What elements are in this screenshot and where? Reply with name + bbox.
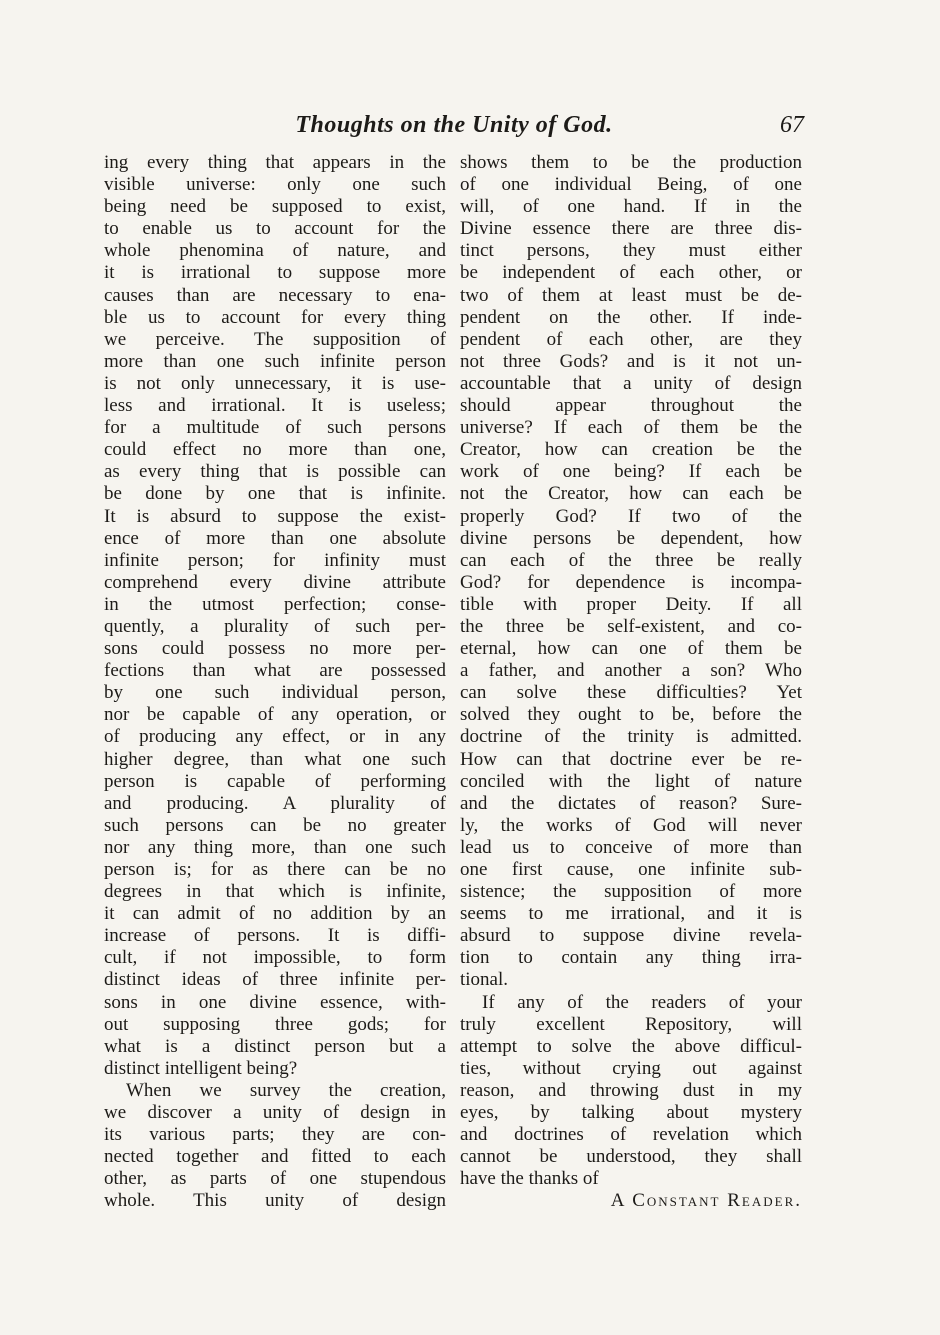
text-line: as every thing that is possible can — [104, 461, 446, 483]
left-column — [104, 152, 446, 1213]
text-line: less and irrational. It is useless; — [104, 395, 446, 417]
text-line: ing every thing that appears in the — [104, 152, 446, 173]
text-line: ence of more than one absolute — [104, 527, 446, 549]
text-line: a father, and another a son? Who — [460, 660, 802, 682]
text-line: be done by one that is infinite. — [104, 483, 446, 505]
text-line: have the thanks of — [460, 1168, 599, 1190]
text-line: accountable that a unity of design — [460, 372, 802, 394]
text-line: sons could possess no more per- — [104, 638, 446, 660]
text-line: not the Creator, how can each be — [460, 483, 802, 505]
text-line: person is capable of performing — [104, 770, 446, 792]
text-line: doctrine of the trinity is admitted. — [460, 726, 802, 748]
text-line: its various parts; they are con- — [104, 1124, 446, 1146]
text-line: work of one being? If each be — [460, 461, 802, 483]
text-line: lead us to conceive of more than — [460, 836, 802, 858]
text-line: by one such individual person, — [104, 682, 446, 704]
text-line: ble us to account for every thing — [104, 306, 446, 328]
page-number: 67 — [780, 112, 804, 138]
text-line: to enable us to account for the — [104, 218, 446, 240]
text-line: we discover a unity of design in — [104, 1102, 446, 1124]
text-line: the three be self-existent, and co- — [460, 615, 802, 637]
text-line: truly excellent Repository, will — [460, 1013, 802, 1035]
text-line: conciled with the light of nature — [460, 770, 802, 792]
text-line: nected together and fitted to each — [104, 1146, 446, 1168]
text-line: divine persons be dependent, how — [460, 527, 802, 549]
text-line: ly, the works of God will never — [460, 814, 802, 836]
text-line: tional. — [460, 969, 509, 991]
text-line: sistence; the supposition of more — [460, 881, 802, 903]
text-line: person is; for as there can be no — [104, 859, 446, 880]
text-line: solved they ought to be, before the — [460, 704, 802, 726]
text-line: and producing. A plurality of — [104, 792, 446, 814]
text-line: could effect no more than one, — [104, 439, 446, 461]
text-line: of producing any effect, or in any — [104, 726, 446, 748]
text-line: shows them to be the production — [460, 152, 802, 173]
text-line: of one individual Being, of one — [460, 174, 802, 196]
text-line: How can that doctrine ever be re- — [460, 748, 802, 770]
text-line: quently, a plurality of such per- — [104, 615, 446, 637]
running-head — [104, 112, 804, 146]
text-line: can solve these difficulties? Yet — [460, 682, 802, 704]
text-line: should appear throughout the — [460, 395, 802, 417]
text-line: tinct persons, they must either — [460, 240, 802, 262]
text-line: reason, and throwing dust in my — [460, 1079, 802, 1101]
text-line: ties, without crying out against — [460, 1057, 802, 1079]
text-line: can each of the three be really — [460, 549, 802, 571]
text-line: attempt to solve the above difficul- — [460, 1035, 802, 1057]
running-title: Thoughts on the Unity of God. — [295, 112, 613, 138]
text-line: pendent of each other, are they — [460, 328, 802, 350]
text-line: pendent on the other. If inde- — [460, 306, 802, 328]
text-line: it can admit of no addition by an — [104, 903, 446, 925]
text-line: If any of the readers of your — [482, 991, 802, 1013]
text-line: being need be supposed to exist, — [104, 196, 446, 218]
text-line: degrees in that which is infinite, — [104, 881, 446, 903]
text-line: in the utmost perfection; conse- — [104, 593, 446, 615]
text-line: distinct ideas of three infinite per- — [104, 969, 446, 991]
text-line: two of them at least must be de- — [460, 284, 802, 306]
text-line: will, of one hand. If in the — [460, 196, 802, 218]
text-line: Creator, how can creation be the — [460, 439, 802, 461]
text-line: and doctrines of revelation which — [460, 1124, 802, 1146]
text-line: absurd to suppose divine revela- — [460, 925, 802, 947]
text-line: seems to me irrational, and it is — [460, 903, 802, 925]
text-line: nor any thing more, than one such — [104, 836, 446, 858]
text-line: tible with proper Deity. If all — [460, 593, 802, 615]
text-line: is not only unnecessary, it is use- — [104, 372, 446, 394]
text-line: tion to contain any thing irra- — [460, 947, 802, 969]
text-line: nor be capable of any operation, or — [104, 704, 446, 726]
text-line: fections than what are possessed — [104, 660, 446, 682]
text-line: visible universe: only one such — [104, 174, 446, 196]
text-line: God? for dependence is incompa- — [460, 571, 802, 593]
text-line: increase of persons. It is diffi- — [104, 925, 446, 947]
text-line: such persons can be no greater — [104, 814, 446, 836]
text-line: When we survey the creation, — [126, 1079, 446, 1101]
text-line: what is a distinct person but a — [104, 1035, 446, 1057]
text-line: and the dictates of reason? Sure- — [460, 792, 802, 814]
text-line: eyes, by talking about mystery — [460, 1102, 802, 1124]
text-line: other, as parts of one stupendous — [104, 1168, 446, 1190]
text-line: higher degree, than what one such — [104, 748, 446, 770]
text-line: more than one such infinite person — [104, 350, 446, 372]
right-column — [460, 152, 802, 1213]
text-line: whole. This unity of design — [104, 1190, 446, 1212]
text-line: it is irrational to suppose more — [104, 262, 446, 284]
text-line: universe? If each of them be the — [460, 417, 802, 439]
text-line: we perceive. The supposition of — [104, 328, 446, 350]
text-line: It is absurd to suppose the exist- — [104, 505, 446, 527]
text-line: distinct intelligent being? — [104, 1057, 298, 1079]
text-line: whole phenomina of nature, and — [104, 240, 446, 262]
text-line: eternal, how can one of them be — [460, 638, 802, 660]
text-line: Divine essence there are three dis- — [460, 218, 802, 240]
text-line: be independent of each other, or — [460, 262, 802, 284]
text-line: properly God? If two of the — [460, 505, 802, 527]
text-line: infinite person; for infinity must — [104, 549, 446, 571]
text-line: one first cause, one infinite sub- — [460, 859, 802, 880]
text-line: sons in one divine essence, with- — [104, 991, 446, 1013]
text-line: cult, if not impossible, to form — [104, 947, 446, 969]
text-line: not three Gods? and is it not un- — [460, 350, 802, 372]
text-line: causes than are necessary to ena- — [104, 284, 446, 306]
text-line: out supposing three gods; for — [104, 1013, 446, 1035]
text-line: for a multitude of such persons — [104, 417, 446, 439]
signature: A Constant Reader. — [610, 1190, 802, 1212]
text-line: comprehend every divine attribute — [104, 571, 446, 593]
text-line: cannot be understood, they shall — [460, 1146, 802, 1168]
